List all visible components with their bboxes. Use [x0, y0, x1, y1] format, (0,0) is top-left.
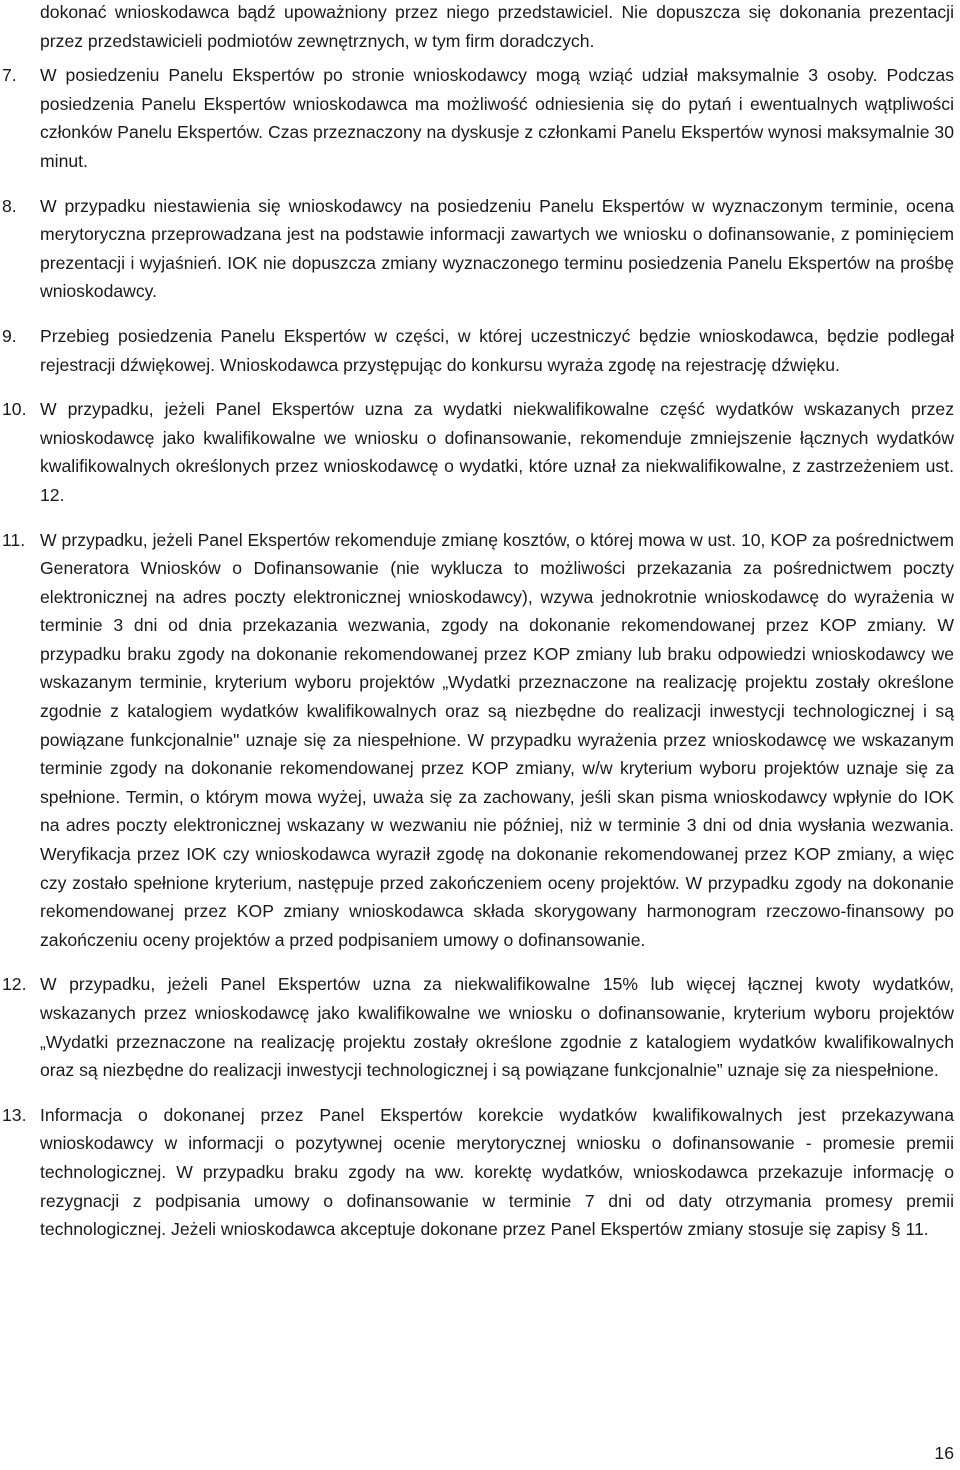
list-item-8 [2, 192, 954, 306]
list-item-text: W posiedzeniu Panelu Ekspertów po stronie wnioskodawcy mogą wziąć udział maksymalnie 3 osoby. Podczas posiedzenia Panelu Ekspertów wnioskodawca ma możliwość odniesienia się do pytań i ewentualnych wątpliwości członków Panelu Ekspertów. Czas przeznaczony na dyskusje z członkami Panelu Ekspertów wynosi maksymalnie 30 minut. [40, 65, 954, 171]
list-item-7 [2, 61, 954, 175]
list-item-13 [2, 1101, 954, 1244]
list-number: 7. [2, 65, 17, 86]
list-item-10 [2, 395, 954, 509]
list-item-text: Informacja o dokonanej przez Panel Ekspertów korekcie wydatków kwalifikowalnych jest przekazywana wnioskodawcy w informacji o pozytywnej ocenie merytorycznej wniosku o dofinansowanie - promesie premii technologicznej. W przypadku braku zgody na ww. korektę wydatków, wnioskodawca przekazuje informację o rezygnacji z podpisania umowy o dofinansowanie w terminie 7 dni od daty otrzymania promesy premii technologicznej. Jeżeli wnioskodawca akceptuje dokonane przez Panel Ekspertów zmiany stosuje się zapisy § 11. [40, 1104, 954, 1240]
list-number: 13. [2, 1104, 27, 1125]
list-item-9 [2, 322, 954, 379]
continuation-paragraph: dokonać wnioskodawca bądź upoważniony przez niego przedstawiciel. Nie dopuszcza się dokonania prezentacji przez przedstawicieli podmiotów zewnętrznych, w tym firm doradczych. [40, 2, 954, 51]
document-body [2, 0, 954, 1244]
page-number: 16 [934, 1443, 954, 1463]
list-item-11 [2, 526, 954, 955]
list-number: 10. [2, 399, 27, 420]
list-number: 11. [2, 529, 26, 550]
list-number: 8. [2, 195, 17, 216]
list-item-text: W przypadku niestawienia się wnioskodawcy na posiedzeniu Panelu Ekspertów w wyznaczonym terminie, ocena merytoryczna przeprowadzana jest na podstawie informacji zawartych we wniosku o dofinansowanie, z pominięciem prezentacji i wyjaśnień. IOK nie dopuszcza zmiany wyznaczonego terminu posiedzenia Panelu Ekspertów na prośbę wnioskodawcy. [40, 195, 954, 302]
list-item-12 [2, 970, 954, 1084]
list-item-text: W przypadku, jeżeli Panel Ekspertów uzna za wydatki niekwalifikowalne część wydatków wskazanych przez wnioskodawcę jako kwalifikowalne we wniosku o dofinansowanie, rekomenduje zmniejszenie łącznych wydatków kwalifikowalnych określonych przez wnioskodawcę o wydatki, które uznał za niekwalifikowalne, z zastrzeżeniem ust. 12. [40, 399, 954, 505]
list-number: 9. [2, 325, 17, 346]
list-number: 12. [2, 974, 27, 995]
list-item-text: W przypadku, jeżeli Panel Ekspertów rekomenduje zmianę kosztów, o której mowa w ust. 10, KOP za pośrednictwem Generatora Wniosków o Dofinansowanie (nie wyklucza to możliwości przekazania za pośrednictwem poczty elektronicznej na adres poczty elektronicznej wnioskodawcy), wzywa jednokrotnie wnioskodawcę do wyrażenia w terminie 3 dni od dnia przekazania wezwania, zgody na dokonanie rekomendowanej przez KOP zmiany. W przypadku braku zgody na dokonanie rekomendowanej przez KOP zmiany lub braku odpowiedzi wnioskodawcy we wskazanym terminie, kryterium wyboru projektów „Wydatki przeznaczone na realizację projektu zostały określone zgodnie z katalogiem wydatków kwalifikowalnych oraz są niezbędne do realizacji inwestycji technologicznej i są powiązane funkcjonalnie" uznaje się za niespełnione. W przypadku wyrażenia przez wnioskodawcę we wskazanym terminie zgody na dokonanie rekomendowanej przez KOP zmiany, w/w kryterium wyboru projektów uznaje się za spełnione. Termin, o którym mowa wyżej, uważa się za zachowany, jeśli skan pisma wnioskodawcy wpłynie do IOK na adres poczty elektronicznej wskazany w wezwaniu nie później, niż w terminie 3 dni od dnia wysłania wezwania. Weryfikacja przez IOK czy wnioskodawca wyraził zgodę na dokonanie rekomendowanej przez KOP zmiany, a więc czy zostało spełnione kryterium, następuje przed zakończeniem oceny projektów. W przypadku zgody na dokonanie rekomendowanej przez KOP zmiany wnioskodawca składa skorygowany harmonogram rzeczowo-finansowy po zakończeniu oceny projektów a przed podpisaniem umowy o dofinansowanie. [40, 529, 954, 950]
list-item-text: Przebieg posiedzenia Panelu Ekspertów w części, w której uczestniczyć będzie wnioskodawca, będzie podlegał rejestracji dźwiękowej. Wnioskodawca przystępując do konkursu wyraża zgodę na rejestrację dźwięku. [40, 325, 954, 375]
list-item-text: W przypadku, jeżeli Panel Ekspertów uzna za niekwalifikowalne 15% lub więcej łącznej kwoty wydatków, wskazanych przez wnioskodawcę jako kwalifikowalne we wniosku o dofinansowanie, kryterium wyboru projektów „Wydatki przeznaczone na realizację projektu zostały określone zgodnie z katalogiem wydatków kwalifikowalnych oraz są niezbędne do realizacji inwestycji technologicznej i są powiązane funkcjonalnie” uznaje się za niespełnione. [40, 974, 954, 1081]
